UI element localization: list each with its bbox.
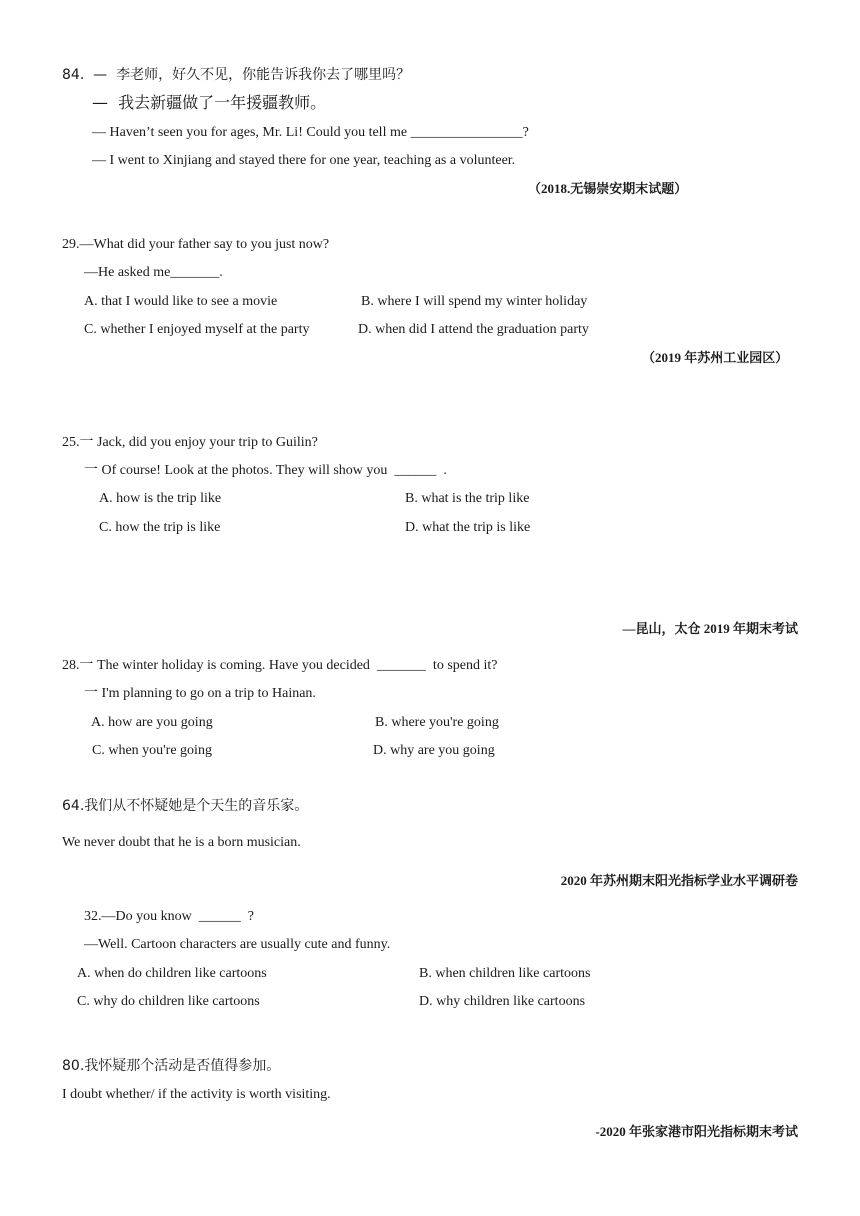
q25-answer: 一 Of course! Look at the photos. They will show you ______ . [84,463,447,478]
q32-answer: ―Well. Cartoon characters are usually cute and funny. [84,937,391,952]
q64-english: We never doubt that he is a born musician. [62,835,301,850]
q80-source: -2020 年张家港市阳光指标期末考试 [595,1124,798,1139]
q29-question: 29.―What did your father say to you just now? [62,237,330,252]
q29-option-b: B. where I will spend my winter holiday [361,294,588,309]
q80-chinese: 80.我怀疑那个活动是否值得参加。 [62,1058,281,1074]
q29-option-d: D. when did I attend the graduation party [358,322,589,337]
q32-option-b: B. when children like cartoons [419,966,591,981]
q64-source: 2020 年苏州期末阳光指标学业水平调研卷 [560,873,798,888]
q28-option-d: D. why are you going [373,743,495,758]
q25-option-a: A. how is the trip like [99,491,222,506]
q28-option-b: B. where you're going [375,715,499,730]
q25-question: 25.一 Jack, did you enjoy your trip to Guilin? [62,435,318,450]
q29-answer: ―He asked me_______. [84,265,223,280]
q32-question: 32.―Do you know ______ ? [84,909,254,924]
q25-option-d: D. what the trip is like [405,520,531,535]
q84-line3: — Haven’t seen you for ages, Mr. Li! Could you tell me ________________? [92,125,529,140]
q84-line1: 84. — 李老师，好久不见，你能告诉我你去了哪里吗？ [62,67,411,83]
q28-question: 28.一 The winter holiday is coming. Have you decided _______ to spend it? [62,658,498,673]
q32-option-c: C. why do children like cartoons [77,994,260,1009]
q84-source: （2018.无锡崇安期末试题） [528,181,688,196]
q32-option-a: A. when do children like cartoons [77,966,267,981]
q84-line2: — 我去新疆做了一年援疆教师。 [92,93,327,112]
q25-option-b: B. what is the trip like [405,491,530,506]
q25-source: —昆山，太仓 2019 年期末考试 [622,621,798,636]
q29-option-a: A. that I would like to see a movie [84,294,278,309]
q28-option-a: A. how are you going [91,715,213,730]
q80-english: I doubt whether/ if the activity is worth visiting. [62,1087,331,1102]
q29-option-c: C. whether I enjoyed myself at the party [84,322,310,337]
q28-option-c: C. when you're going [92,743,212,758]
q29-source: （2019 年苏州工业园区） [642,350,789,365]
q32-option-d: D. why children like cartoons [419,994,586,1009]
q28-answer: 一 I'm planning to go on a trip to Hainan. [84,686,316,701]
q64-chinese: 64.我们从不怀疑她是个天生的音乐家。 [62,798,309,814]
q25-option-c: C. how the trip is like [99,520,221,535]
q84-line4: — I went to Xinjiang and stayed there for one year, teaching as a volunteer. [92,153,516,168]
